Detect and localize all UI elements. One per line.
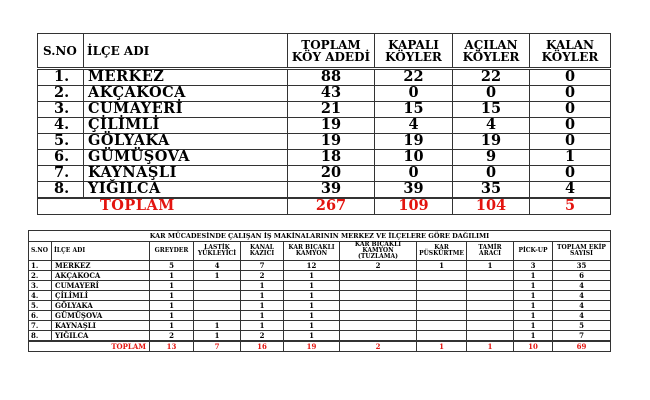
header-total-teams-line: SAYISI [570, 250, 593, 257]
row-total: 19 [288, 118, 375, 134]
header-wheel-loader-line: LASTİK [204, 244, 230, 251]
row-closed: 39 [375, 182, 453, 199]
totals-total-teams: 69 [553, 341, 611, 352]
row-wheel-loader [194, 311, 241, 321]
header-closed-line2: KÖYLER [385, 49, 442, 64]
header-plow-truck-salting-line: KAR BIÇAKLI [354, 241, 402, 248]
row-district: KAYNAŞLI [52, 321, 150, 331]
row-pickup: 1 [514, 331, 553, 342]
row-opened: 15 [453, 102, 530, 118]
row-sno: 4. [38, 118, 84, 134]
row-trench-digger: 1 [241, 311, 284, 321]
header-total-villages [288, 34, 375, 69]
header-plow-truck-line: KAR BIÇAKLI [288, 244, 335, 251]
table-row [38, 150, 611, 166]
totals-wheel-loader: 7 [194, 341, 241, 352]
header-remaining-villages [530, 34, 611, 69]
row-total-teams: 6 [553, 271, 611, 281]
table-row [29, 261, 611, 271]
row-sno: 4. [29, 291, 52, 301]
row-remaining: 0 [530, 102, 611, 118]
header-district [52, 242, 150, 261]
header-district: İLÇE ADI [84, 34, 288, 69]
row-district: YIĞILCA [84, 182, 288, 199]
totals-closed: 109 [375, 198, 453, 215]
machine-totals-row [29, 341, 611, 352]
header-sno-line: S.NO [31, 247, 48, 254]
row-total-teams: 5 [553, 321, 611, 331]
header-trench-digger [241, 242, 284, 261]
header-sno: S.NO [38, 34, 84, 69]
totals-repair-vehicle: 1 [467, 341, 514, 352]
row-sno: 7. [38, 166, 84, 182]
row-district: AKÇAKOCA [84, 86, 288, 102]
row-sno: 5. [38, 134, 84, 150]
row-grader: 1 [150, 301, 194, 311]
row-wheel-loader: 1 [194, 331, 241, 342]
row-opened: 0 [453, 86, 530, 102]
row-remaining: 0 [530, 134, 611, 150]
table-row [29, 301, 611, 311]
table-row [29, 331, 611, 342]
header-total-teams [553, 242, 611, 261]
row-district: YIĞILCA [52, 331, 150, 342]
header-repair-vehicle [467, 242, 514, 261]
row-sno: 2. [38, 86, 84, 102]
header-repair-vehicle-line: TAMİR [478, 244, 502, 251]
row-total: 19 [288, 134, 375, 150]
row-pickup: 1 [514, 281, 553, 291]
row-grader: 1 [150, 311, 194, 321]
header-snow-blower [417, 242, 467, 261]
machine-table-caption: KAR MÜCADESİNDE ÇALIŞAN İŞ MAKİNALARININ MERKEZ VE İLÇELERE GÖRE DAĞILIMI [29, 231, 611, 242]
header-closed-line1: KAPALI [388, 37, 439, 52]
row-snow-blower [417, 271, 467, 281]
row-grader: 1 [150, 271, 194, 281]
row-closed: 19 [375, 134, 453, 150]
table-row [29, 281, 611, 291]
totals-remaining: 5 [530, 198, 611, 215]
row-closed: 10 [375, 150, 453, 166]
row-closed: 4 [375, 118, 453, 134]
row-trench-digger: 2 [241, 271, 284, 281]
row-plow-truck: 1 [284, 281, 340, 291]
row-wheel-loader: 1 [194, 321, 241, 331]
row-trench-digger: 1 [241, 321, 284, 331]
row-total: 18 [288, 150, 375, 166]
row-total: 39 [288, 182, 375, 199]
row-pickup: 1 [514, 321, 553, 331]
row-trench-digger: 1 [241, 301, 284, 311]
row-closed: 15 [375, 102, 453, 118]
header-plow-truck-salting [340, 242, 417, 261]
header-sno [29, 242, 52, 261]
row-grader: 1 [150, 291, 194, 301]
machine-table-header-row [29, 242, 611, 261]
row-total: 43 [288, 86, 375, 102]
row-repair-vehicle [467, 301, 514, 311]
totals-pickup: 10 [514, 341, 553, 352]
row-plow-truck-salting [340, 331, 417, 342]
header-total-line1: TOPLAM [301, 37, 361, 52]
row-plow-truck-salting [340, 311, 417, 321]
row-district: ÇİLİMLİ [52, 291, 150, 301]
header-plow-truck [284, 242, 340, 261]
header-repair-vehicle-line: ARACI [479, 250, 501, 257]
row-sno: 2. [29, 271, 52, 281]
row-district: CUMAYERİ [52, 281, 150, 291]
header-opened-villages [453, 34, 530, 69]
row-trench-digger: 1 [241, 291, 284, 301]
row-remaining: 1 [530, 150, 611, 166]
row-closed: 0 [375, 86, 453, 102]
row-remaining: 4 [530, 182, 611, 199]
row-plow-truck: 1 [284, 311, 340, 321]
row-total: 88 [288, 69, 375, 86]
row-total-teams: 4 [553, 291, 611, 301]
header-district-line: İLÇE ADI [54, 247, 86, 254]
row-plow-truck: 1 [284, 271, 340, 281]
row-plow-truck: 1 [284, 291, 340, 301]
row-pickup: 3 [514, 261, 553, 271]
row-pickup: 1 [514, 271, 553, 281]
header-wheel-loader [194, 242, 241, 261]
row-wheel-loader [194, 281, 241, 291]
row-total-teams: 4 [553, 311, 611, 321]
header-plow-truck-salting-line: (TUZLAMA) [358, 253, 398, 260]
totals-trench-digger: 16 [241, 341, 284, 352]
row-plow-truck-salting [340, 271, 417, 281]
totals-plow-truck-salting: 2 [340, 341, 417, 352]
row-wheel-loader [194, 291, 241, 301]
header-total-line2: KÖY ADEDİ [291, 49, 371, 64]
row-snow-blower [417, 331, 467, 342]
row-wheel-loader: 1 [194, 271, 241, 281]
row-district: GÜMÜŞOVA [84, 150, 288, 166]
row-district: GÖLYAKA [84, 134, 288, 150]
row-sno: 8. [38, 182, 84, 199]
row-remaining: 0 [530, 69, 611, 86]
row-snow-blower [417, 301, 467, 311]
row-sno: 3. [38, 102, 84, 118]
row-district: ÇİLİMLİ [84, 118, 288, 134]
header-pickup [514, 242, 553, 261]
row-plow-truck-salting [340, 291, 417, 301]
row-total-teams: 7 [553, 331, 611, 342]
row-closed: 22 [375, 69, 453, 86]
row-sno: 1. [38, 69, 84, 86]
header-wheel-loader-line: YÜKLEYİCİ [197, 250, 237, 257]
header-trench-digger-line: KAZICI [249, 250, 275, 257]
row-wheel-loader: 4 [194, 261, 241, 271]
row-plow-truck-salting [340, 321, 417, 331]
row-sno: 6. [38, 150, 84, 166]
row-district: AKÇAKOCA [52, 271, 150, 281]
row-opened: 0 [453, 166, 530, 182]
header-opened-line2: KÖYLER [462, 49, 520, 64]
village-status-table [37, 33, 611, 215]
row-total-teams: 35 [553, 261, 611, 271]
row-opened: 4 [453, 118, 530, 134]
row-snow-blower [417, 281, 467, 291]
row-sno: 7. [29, 321, 52, 331]
row-opened: 35 [453, 182, 530, 199]
row-repair-vehicle [467, 291, 514, 301]
table-row [29, 291, 611, 301]
row-plow-truck-salting [340, 281, 417, 291]
row-snow-blower [417, 291, 467, 301]
row-opened: 19 [453, 134, 530, 150]
header-plow-truck-line: KAMYON [295, 250, 328, 257]
header-remaining-line1: KALAN [546, 37, 594, 52]
totals-grader: 13 [150, 341, 194, 352]
row-opened: 22 [453, 69, 530, 86]
totals-label: TOPLAM [38, 198, 288, 215]
row-sno: 3. [29, 281, 52, 291]
row-district: KAYNAŞLI [84, 166, 288, 182]
row-total-teams: 4 [553, 301, 611, 311]
header-total-teams-line: TOPLAM EKİP [557, 244, 606, 251]
row-district: MERKEZ [84, 69, 288, 86]
row-district: CUMAYERİ [84, 102, 288, 118]
row-grader: 1 [150, 321, 194, 331]
totals-snow-blower: 1 [417, 341, 467, 352]
table-row [29, 311, 611, 321]
row-snow-blower: 1 [417, 261, 467, 271]
header-snow-blower-line: PÜSKÜRTME [419, 250, 464, 257]
totals-label: TOPLAM [29, 341, 150, 352]
row-plow-truck: 1 [284, 321, 340, 331]
header-pickup-line: PİCK-UP [518, 247, 548, 254]
header-grader-line: GREYDER [154, 247, 189, 254]
row-repair-vehicle: 1 [467, 261, 514, 271]
row-pickup: 1 [514, 311, 553, 321]
village-totals-row [38, 198, 611, 215]
header-closed-villages [375, 34, 453, 69]
row-plow-truck-salting [340, 301, 417, 311]
row-grader: 2 [150, 331, 194, 342]
row-district: MERKEZ [52, 261, 150, 271]
header-opened-line1: AÇILAN [464, 37, 518, 52]
row-closed: 0 [375, 166, 453, 182]
row-total: 21 [288, 102, 375, 118]
machine-table-caption-row [29, 231, 611, 242]
header-remaining-line2: KÖYLER [541, 49, 599, 64]
row-sno: 6. [29, 311, 52, 321]
header-snow-blower-line: KAR [434, 244, 449, 251]
table-row [38, 182, 611, 199]
row-total: 20 [288, 166, 375, 182]
machine-distribution-table [28, 230, 611, 352]
row-remaining: 0 [530, 166, 611, 182]
row-repair-vehicle [467, 321, 514, 331]
header-trench-digger-line: KANAL [250, 244, 274, 251]
table-row [29, 321, 611, 331]
row-grader: 1 [150, 281, 194, 291]
totals-plow-truck: 19 [284, 341, 340, 352]
row-repair-vehicle [467, 281, 514, 291]
header-grader [150, 242, 194, 261]
row-trench-digger: 1 [241, 281, 284, 291]
row-plow-truck: 12 [284, 261, 340, 271]
row-remaining: 0 [530, 86, 611, 102]
row-total-teams: 4 [553, 281, 611, 291]
table-row [38, 69, 611, 86]
row-trench-digger: 2 [241, 331, 284, 342]
row-plow-truck: 1 [284, 301, 340, 311]
row-remaining: 0 [530, 118, 611, 134]
header-plow-truck-salting-line: KAMYON [362, 247, 394, 254]
row-district: GÜMÜŞOVA [52, 311, 150, 321]
row-district: GÖLYAKA [52, 301, 150, 311]
row-snow-blower [417, 321, 467, 331]
village-table-header-row [38, 34, 611, 69]
row-snow-blower [417, 311, 467, 321]
row-trench-digger: 7 [241, 261, 284, 271]
row-opened: 9 [453, 150, 530, 166]
row-repair-vehicle [467, 331, 514, 342]
totals-total: 267 [288, 198, 375, 215]
row-sno: 5. [29, 301, 52, 311]
row-repair-vehicle [467, 271, 514, 281]
row-plow-truck-salting: 2 [340, 261, 417, 271]
totals-opened: 104 [453, 198, 530, 215]
row-wheel-loader [194, 301, 241, 311]
row-pickup: 1 [514, 301, 553, 311]
table-row [29, 271, 611, 281]
row-sno: 1. [29, 261, 52, 271]
row-grader: 5 [150, 261, 194, 271]
row-plow-truck: 1 [284, 331, 340, 342]
row-repair-vehicle [467, 311, 514, 321]
row-pickup: 1 [514, 291, 553, 301]
row-sno: 8. [29, 331, 52, 342]
